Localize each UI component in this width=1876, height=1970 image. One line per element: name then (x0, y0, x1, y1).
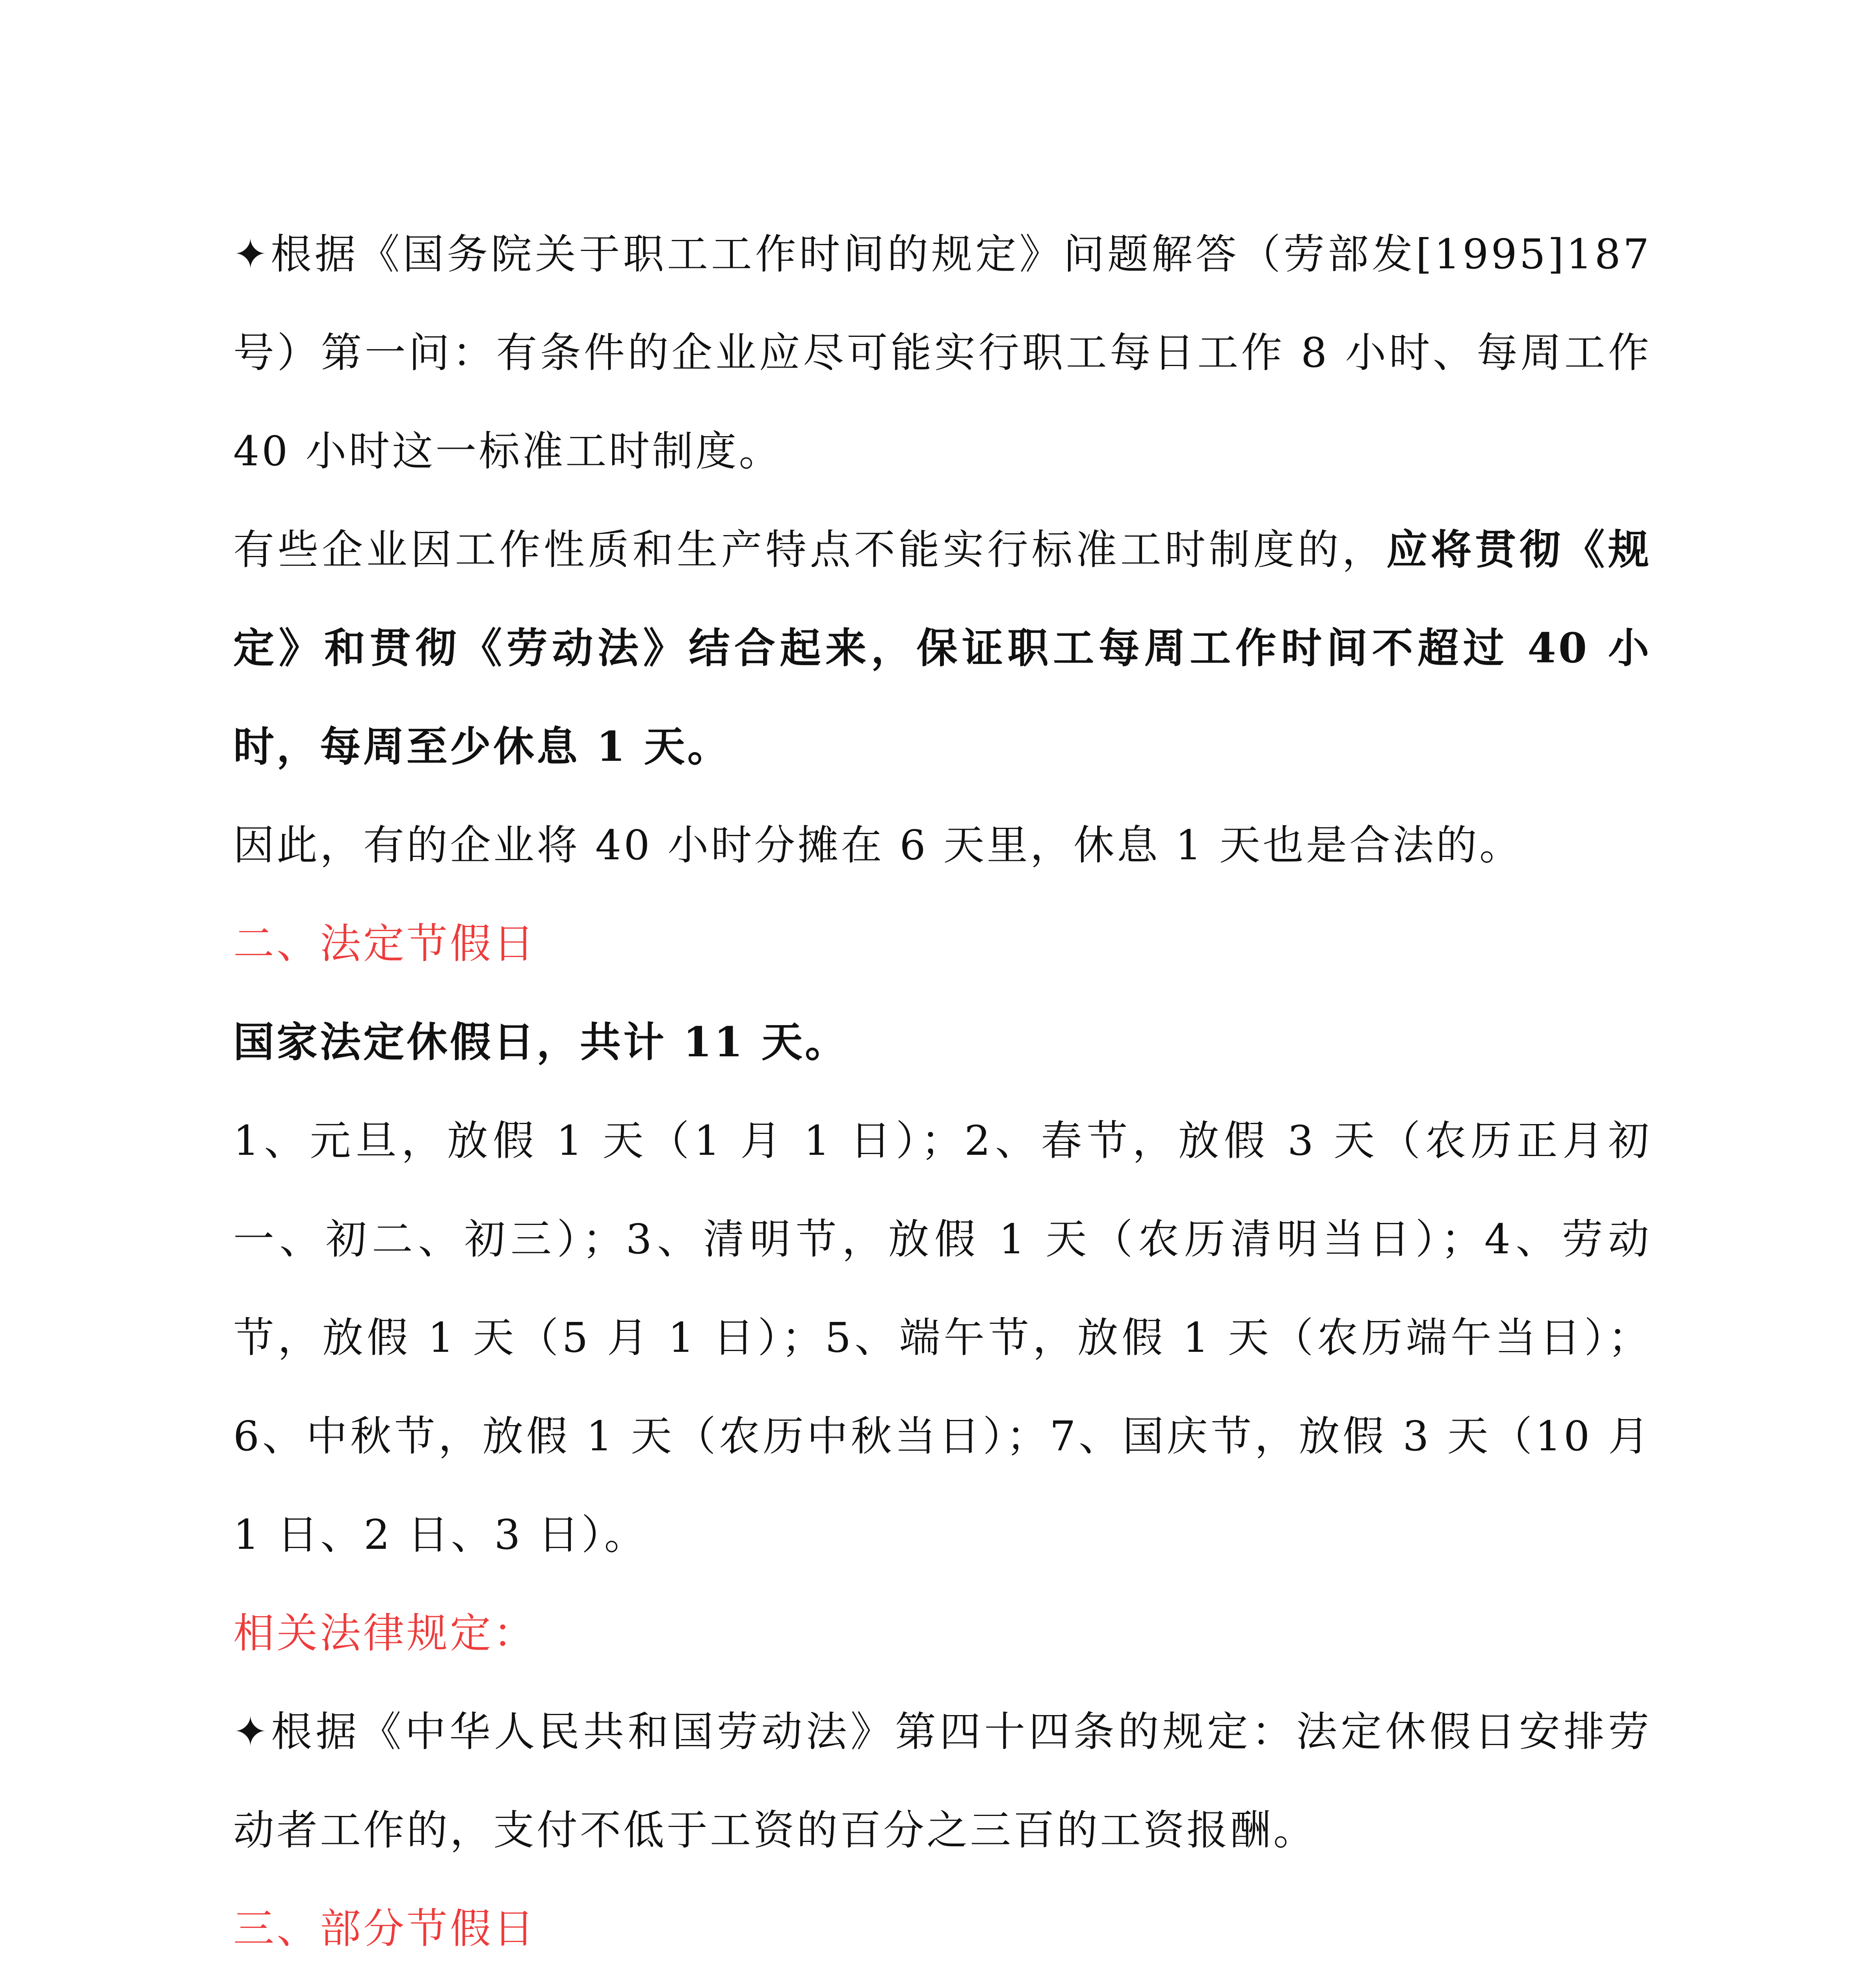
paragraph-nonstandard-hours (233, 500, 1651, 796)
heading-statutory-holidays: 二、法定节假日 (233, 920, 537, 968)
paragraph-nonstandard-hours-bold: 应将贯彻《规定》和贯彻《劳动法》结合起来，保证职工每周工作时间不超过 40 小时，每周至少休息 1 天。 (233, 525, 1651, 771)
document-body (233, 205, 1651, 1970)
paragraph-nonstandard-hours-normal: 有些企业因工作性质和生产特点不能实行标准工时制度的， (233, 526, 1387, 574)
paragraph-holiday-total: 国家法定休假日，共计 11 天。 (233, 1018, 849, 1066)
heading-partial-holidays: 三、部分节假日 (233, 1905, 537, 1953)
paragraph-labor-law-44: ✦根据《中华人民共和国劳动法》第四十四条的规定：法定休假日安排劳动者工作的，支付不低于工资的百分之三百的工资报酬。 (233, 1708, 1651, 1854)
paragraph-six-day-legal: 因此，有的企业将 40 小时分摊在 6 天里，休息 1 天也是合法的。 (233, 821, 1523, 869)
paragraph-work-hours-rule: ✦根据《国务院关于职工工作时间的规定》问题解答（劳部发[1995]187号）第一问：有条件的企业应尽可能实行职工每日工作 8 小时、每周工作 40 小时这一标准工时制度。 (233, 230, 1651, 475)
paragraph-holiday-list: 1、元旦，放假 1 天（1 月 1 日）；2、春节，放假 3 天（农历正月初一、初二、初三）；3、清明节，放假 1 天（农历清明当日）；4、劳动节，放假 1 天（5 月 1 日）；5、端午节，放假 1 天（农历端午当日）；6、中秋节，放假 1 天（农历中秋当日）；7、国庆节，放假 3 天（10 月 1 日、2 日、3 日）。 (233, 1117, 1651, 1559)
heading-related-law: 相关法律规定： (233, 1609, 537, 1657)
